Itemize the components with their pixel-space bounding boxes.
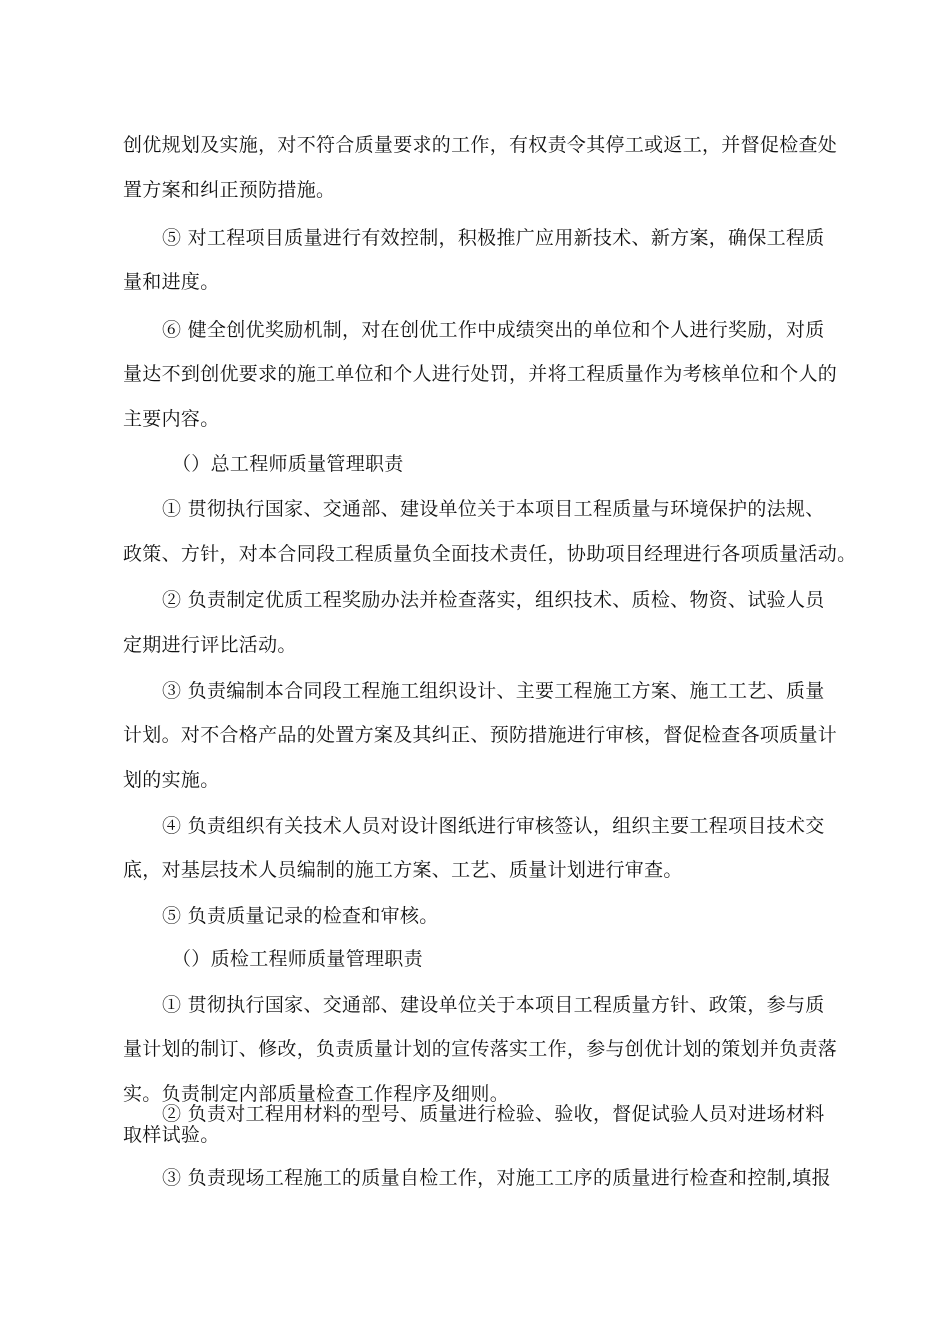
list-item-text: ② 负责制定优质工程奖励办法并检查落实，组织技术、质检、物资、试验人员 bbox=[162, 589, 825, 611]
text-line: 量达不到创优要求的施工单位和个人进行处罚，并将工程质量作为考核单位和个人的 bbox=[123, 363, 838, 385]
text-line: 底，对基层技术人员编制的施工方案、工艺、质量计划进行审查。 bbox=[123, 859, 683, 881]
list-item-text: ① 贯彻执行国家、交通部、建设单位关于本项目工程质量与环境保护的法规、 bbox=[162, 498, 825, 520]
text-line: 计划。对不合格产品的处置方案及其纠正、预防措施进行审核，督促检查各项质量计 bbox=[123, 724, 838, 746]
list-item-text: ④ 负责组织有关技术人员对设计图纸进行审核签认，组织主要工程项目技术交 bbox=[162, 815, 825, 837]
text-line: 实。负责制定内部质量检查工作程序及细则。 bbox=[123, 1083, 510, 1105]
list-item-text: ⑥ 健全创优奖励机制，对在创优工作中成绩突出的单位和个人进行奖励，对质 bbox=[162, 319, 825, 341]
list-item-text: ③ 负责现场工程施工的质量自检工作，对施工工序的质量进行检查和控制,填报 bbox=[162, 1167, 831, 1189]
section-heading: （）质检工程师质量管理职责 bbox=[172, 948, 423, 970]
text-line: 划的实施。 bbox=[123, 769, 220, 791]
list-item-text: ⑤ 对工程项目质量进行有效控制，积极推广应用新技术、新方案，确保工程质 bbox=[162, 227, 825, 249]
text-line: 量和进度。 bbox=[123, 271, 220, 293]
text-line: 定期进行评比活动。 bbox=[123, 634, 297, 656]
list-item-text: ① 贯彻执行国家、交通部、建设单位关于本项目工程质量方针、政策，参与质 bbox=[162, 994, 825, 1016]
text-line: 取样试验。 bbox=[123, 1124, 220, 1146]
text-line: 主要内容。 bbox=[123, 408, 220, 430]
text-line: 量计划的制订、修改，负责质量计划的宣传落实工作，参与创优计划的策划并负责落 bbox=[123, 1038, 838, 1060]
list-item-text: ② 负责对工程用材料的型号、质量进行检验、验收，督促试验人员对进场材料 bbox=[162, 1103, 825, 1125]
text-line: 创优规划及实施，对不符合质量要求的工作，有权责令其停工或返工，并督促检查处 bbox=[123, 134, 838, 156]
list-item-text: ③ 负责编制本合同段工程施工组织设计、主要工程施工方案、施工工艺、质量 bbox=[162, 680, 825, 702]
text-line: 政策、方针，对本合同段工程质量负全面技术责任，协助项目经理进行各项质量活动。 bbox=[123, 543, 857, 565]
section-heading: （）总工程师质量管理职责 bbox=[172, 453, 404, 475]
text-line: 置方案和纠正预防措施。 bbox=[123, 179, 336, 201]
list-item-text: ⑤ 负责质量记录的检查和审核。 bbox=[162, 905, 439, 927]
